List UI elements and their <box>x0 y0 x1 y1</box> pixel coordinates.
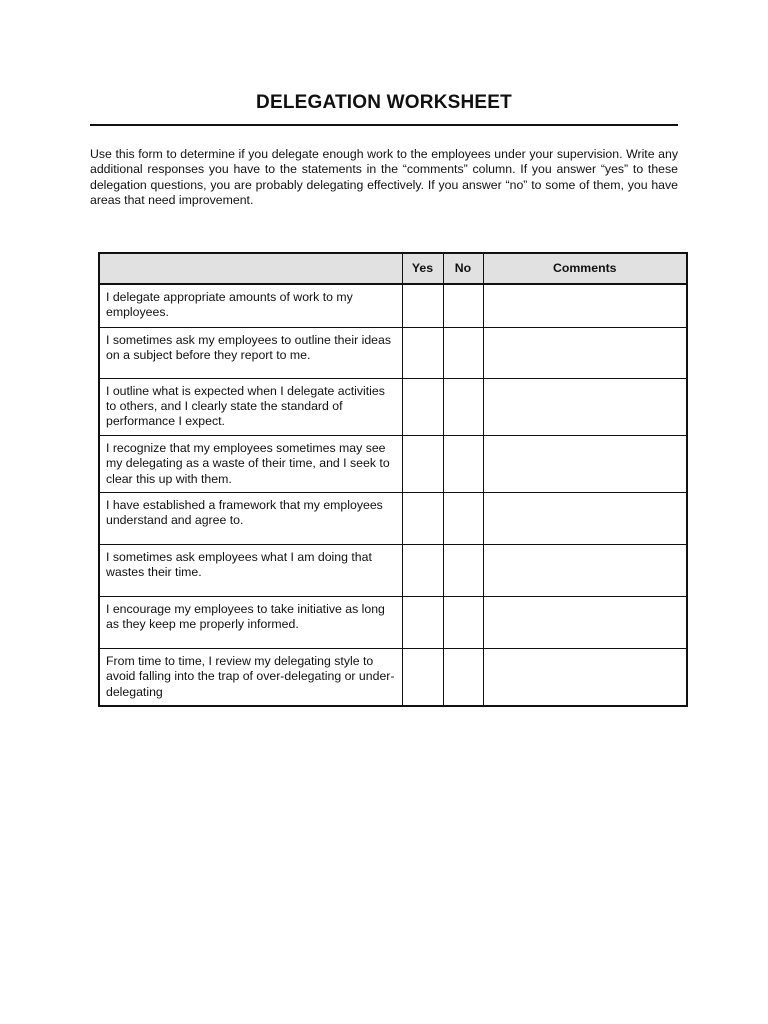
statement-cell: I sometimes ask employees what I am doing that wastes their time. <box>99 544 402 596</box>
statement-cell: I sometimes ask my employees to outline their ideas on a subject before they report to me. <box>99 327 402 378</box>
yes-cell[interactable] <box>402 596 443 648</box>
yes-cell[interactable] <box>402 284 443 327</box>
statement-cell: I encourage my employees to take initiative as long as they keep me properly informed. <box>99 596 402 648</box>
delegation-table <box>98 252 688 707</box>
no-cell[interactable] <box>443 327 483 378</box>
table-row <box>99 544 687 596</box>
table-row <box>99 648 687 706</box>
yes-cell[interactable] <box>402 648 443 706</box>
table-row <box>99 596 687 648</box>
statement-column-header <box>99 253 402 284</box>
comments-cell[interactable] <box>483 596 687 648</box>
table-row <box>99 327 687 378</box>
statement-cell: From time to time, I review my delegating style to avoid falling into the trap of over-delegating or under-delegating <box>99 648 402 706</box>
statement-cell: I have established a framework that my employees understand and agree to. <box>99 492 402 544</box>
comments-cell[interactable] <box>483 648 687 706</box>
comments-cell[interactable] <box>483 435 687 492</box>
no-cell[interactable] <box>443 648 483 706</box>
no-cell[interactable] <box>443 435 483 492</box>
yes-cell[interactable] <box>402 544 443 596</box>
no-cell[interactable] <box>443 284 483 327</box>
comments-cell[interactable] <box>483 378 687 435</box>
table-row <box>99 378 687 435</box>
comments-column-header: Comments <box>483 253 687 284</box>
page-title: DELEGATION WORKSHEET <box>256 92 512 113</box>
no-cell[interactable] <box>443 378 483 435</box>
title-divider <box>90 124 678 126</box>
comments-cell[interactable] <box>483 492 687 544</box>
no-cell[interactable] <box>443 544 483 596</box>
yes-cell[interactable] <box>402 327 443 378</box>
table-row <box>99 284 687 327</box>
no-cell[interactable] <box>443 492 483 544</box>
no-column-header: No <box>443 253 483 284</box>
table-header-row <box>99 253 687 284</box>
yes-column-header: Yes <box>402 253 443 284</box>
statement-cell: I outline what is expected when I delegate activities to others, and I clearly state the standard of performance I expect. <box>99 378 402 435</box>
intro-paragraph: Use this form to determine if you delegate enough work to the employees under your supervision. Write any additional responses you have to the statements in the “comments” column. If you answer “yes” to these delegation questions, you are probably delegating effectively. If you answer “no” to some of them, you have areas that need improvement. <box>90 147 678 208</box>
table-row <box>99 492 687 544</box>
yes-cell[interactable] <box>402 492 443 544</box>
statement-cell: I recognize that my employees sometimes may see my delegating as a waste of their time, and I seek to clear this up with them. <box>99 435 402 492</box>
comments-cell[interactable] <box>483 544 687 596</box>
comments-cell[interactable] <box>483 327 687 378</box>
yes-cell[interactable] <box>402 435 443 492</box>
yes-cell[interactable] <box>402 378 443 435</box>
comments-cell[interactable] <box>483 284 687 327</box>
statement-cell: I delegate appropriate amounts of work to my employees. <box>99 284 402 327</box>
table-row <box>99 435 687 492</box>
no-cell[interactable] <box>443 596 483 648</box>
